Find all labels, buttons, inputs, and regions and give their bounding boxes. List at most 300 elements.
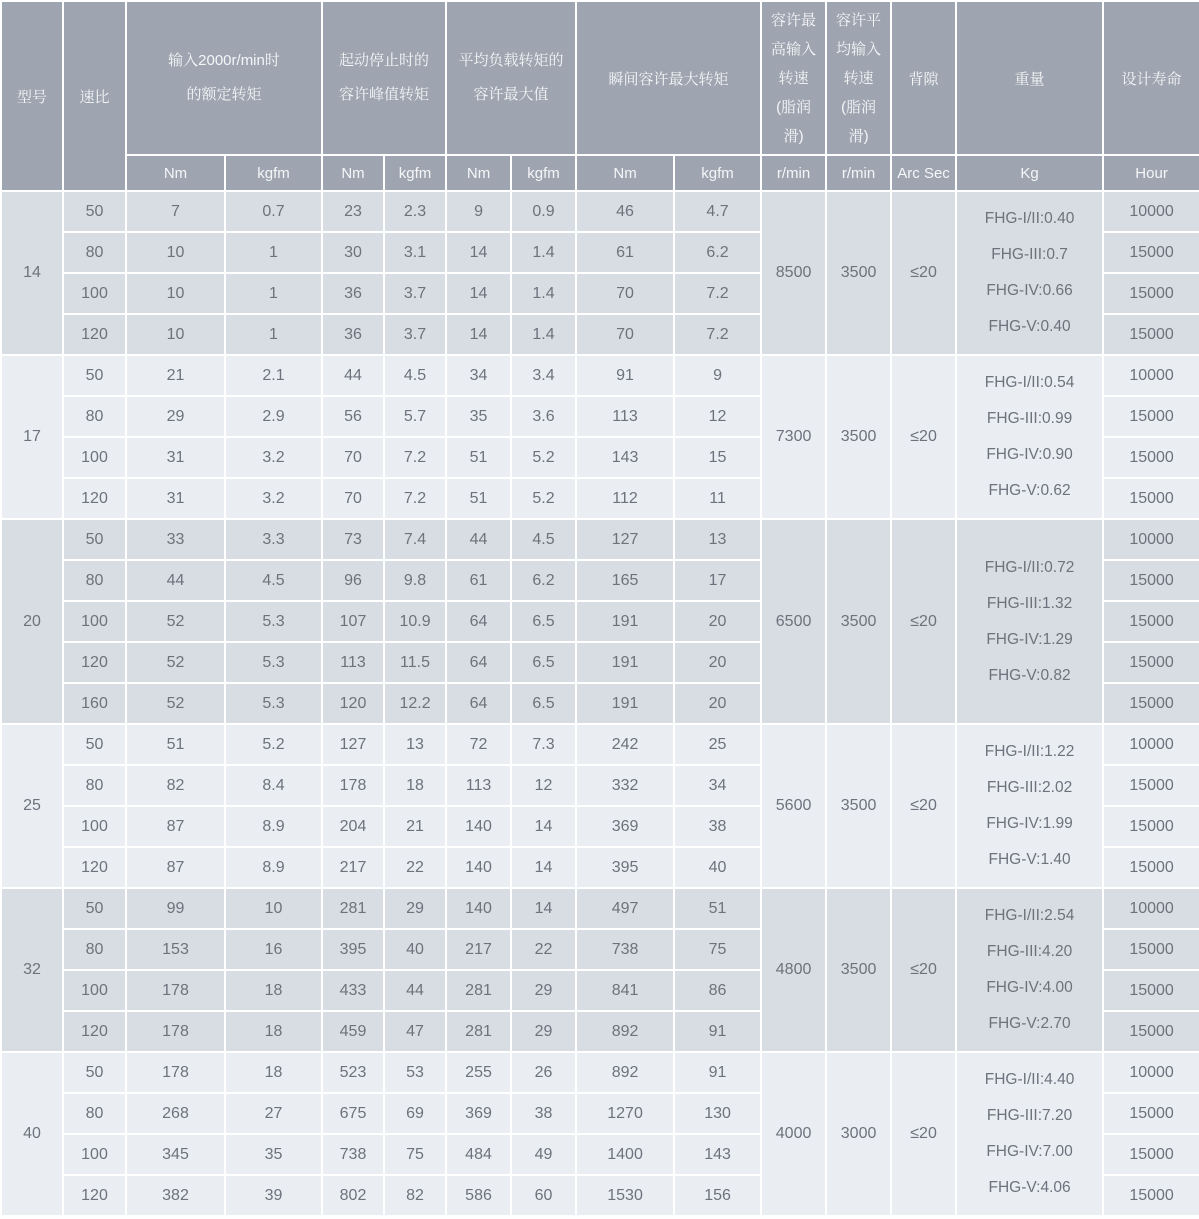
- value-cell: 40: [674, 847, 761, 888]
- value-cell: 178: [126, 1052, 225, 1093]
- value-cell: 369: [446, 1093, 511, 1134]
- life-cell: 10000: [1103, 1052, 1199, 1093]
- value-cell: 204: [322, 806, 384, 847]
- value-cell: 15: [674, 437, 761, 478]
- header-row-units: [1, 155, 1199, 191]
- value-cell: 35: [446, 396, 511, 437]
- value-cell: 675: [322, 1093, 384, 1134]
- header-avg-input-speed-line3: 转速: [843, 69, 874, 87]
- ratio-cell: 80: [63, 765, 126, 806]
- life-cell: 10000: [1103, 355, 1199, 396]
- life-cell: 10000: [1103, 724, 1199, 765]
- value-cell: 30: [322, 232, 384, 273]
- value-cell: 14: [446, 232, 511, 273]
- value-cell: 892: [576, 1052, 674, 1093]
- value-cell: 33: [126, 519, 225, 560]
- avg-input-speed-cell: 3500: [826, 519, 891, 724]
- value-cell: 36: [322, 273, 384, 314]
- weight-line: FHG-IV:0.66: [986, 282, 1073, 299]
- unit-rpm: r/min: [761, 155, 826, 191]
- value-cell: 20: [674, 683, 761, 724]
- value-cell: 10: [126, 273, 225, 314]
- header-avg-input-speed-line2: 均输入: [836, 40, 882, 58]
- value-cell: 7.3: [511, 724, 576, 765]
- value-cell: 4.5: [225, 560, 322, 601]
- value-cell: 35: [225, 1134, 322, 1175]
- value-cell: 1.4: [511, 273, 576, 314]
- value-cell: 5.2: [511, 437, 576, 478]
- value-cell: 143: [674, 1134, 761, 1175]
- value-cell: 86: [674, 970, 761, 1011]
- value-cell: 29: [511, 970, 576, 1011]
- ratio-cell: 120: [63, 847, 126, 888]
- table-row: [1, 519, 1199, 560]
- value-cell: 52: [126, 601, 225, 642]
- max-input-speed-cell: 4800: [761, 888, 826, 1052]
- value-cell: 1: [225, 273, 322, 314]
- value-cell: 191: [576, 642, 674, 683]
- value-cell: 892: [576, 1011, 674, 1052]
- ratio-cell: 80: [63, 560, 126, 601]
- value-cell: 56: [322, 396, 384, 437]
- value-cell: 44: [322, 355, 384, 396]
- life-cell: 15000: [1103, 642, 1199, 683]
- value-cell: 12.2: [384, 683, 446, 724]
- header-avg-input-speed-line1: 容许平: [836, 11, 882, 29]
- value-cell: 64: [446, 683, 511, 724]
- weight-line: FHG-V:2.70: [988, 1015, 1071, 1032]
- header-life: 设计寿命: [1103, 1, 1199, 155]
- value-cell: 120: [322, 683, 384, 724]
- weight-line: FHG-IV:1.99: [986, 815, 1073, 832]
- weight-line: FHG-III:4.20: [986, 943, 1073, 960]
- backlash-cell: ≤20: [891, 355, 956, 519]
- value-cell: 153: [126, 929, 225, 970]
- ratio-cell: 120: [63, 642, 126, 683]
- weight-line: FHG-V:0.62: [988, 482, 1071, 499]
- value-cell: 10: [126, 232, 225, 273]
- value-cell: 2.1: [225, 355, 322, 396]
- ratio-cell: 120: [63, 1175, 126, 1216]
- value-cell: 29: [126, 396, 225, 437]
- life-cell: 15000: [1103, 765, 1199, 806]
- weight-line: FHG-V:0.40: [988, 318, 1071, 335]
- ratio-cell: 120: [63, 1011, 126, 1052]
- value-cell: 3.2: [225, 437, 322, 478]
- value-cell: 46: [576, 191, 674, 232]
- value-cell: 2.3: [384, 191, 446, 232]
- life-cell: 15000: [1103, 683, 1199, 724]
- header-max-input-speed-line5: 滑): [783, 127, 804, 145]
- weight-cell: [956, 191, 1103, 355]
- life-cell: 15000: [1103, 437, 1199, 478]
- value-cell: 21: [384, 806, 446, 847]
- value-cell: 523: [322, 1052, 384, 1093]
- value-cell: 38: [674, 806, 761, 847]
- value-cell: 44: [384, 970, 446, 1011]
- value-cell: 1270: [576, 1093, 674, 1134]
- ratio-cell: 100: [63, 806, 126, 847]
- value-cell: 369: [576, 806, 674, 847]
- weight-line: FHG-IV:7.00: [986, 1143, 1073, 1160]
- max-input-speed-cell: 6500: [761, 519, 826, 724]
- header-instant-torque: 瞬间容许最大转矩: [576, 1, 761, 155]
- value-cell: 20: [674, 642, 761, 683]
- life-cell: 10000: [1103, 888, 1199, 929]
- table-row: [1, 1052, 1199, 1093]
- header-model: 型号: [1, 1, 63, 191]
- value-cell: 3.7: [384, 314, 446, 355]
- backlash-cell: ≤20: [891, 191, 956, 355]
- weight-line: FHG-III:0.7: [991, 246, 1068, 263]
- unit-nm: Nm: [126, 155, 225, 191]
- value-cell: 70: [576, 273, 674, 314]
- value-cell: 7.2: [674, 273, 761, 314]
- value-cell: 217: [446, 929, 511, 970]
- model-cell: 40: [1, 1052, 63, 1216]
- weight-line: FHG-V:0.82: [988, 666, 1071, 684]
- header-ratio: 速比: [63, 1, 126, 191]
- value-cell: 70: [576, 314, 674, 355]
- value-cell: 191: [576, 601, 674, 642]
- value-cell: 8.4: [225, 765, 322, 806]
- life-cell: 15000: [1103, 396, 1199, 437]
- weight-cell: [956, 519, 1103, 724]
- value-cell: 49: [511, 1134, 576, 1175]
- header-peak-torque-line1: 起动停止时的: [339, 52, 430, 69]
- unit-kg: Kg: [956, 155, 1103, 191]
- weight-line: FHG-I/II:0.54: [984, 374, 1075, 391]
- ratio-cell: 160: [63, 683, 126, 724]
- weight-line: FHG-IV:4.00: [986, 979, 1073, 996]
- value-cell: 5.7: [384, 396, 446, 437]
- backlash-cell: ≤20: [891, 724, 956, 888]
- value-cell: 242: [576, 724, 674, 765]
- value-cell: 178: [126, 1011, 225, 1052]
- life-cell: 15000: [1103, 1175, 1199, 1216]
- value-cell: 3.6: [511, 396, 576, 437]
- value-cell: 1.4: [511, 314, 576, 355]
- ratio-cell: 50: [63, 519, 126, 560]
- value-cell: 5.3: [225, 601, 322, 642]
- value-cell: 40: [384, 929, 446, 970]
- value-cell: 99: [126, 888, 225, 929]
- weight-line: FHG-IV:0.90: [986, 446, 1073, 463]
- value-cell: 7: [126, 191, 225, 232]
- max-input-speed-cell: 5600: [761, 724, 826, 888]
- value-cell: 7.2: [384, 437, 446, 478]
- ratio-cell: 100: [63, 1134, 126, 1175]
- weight-line: FHG-I/II:2.54: [984, 907, 1075, 924]
- value-cell: 53: [384, 1052, 446, 1093]
- value-cell: 12: [674, 396, 761, 437]
- model-cell: 20: [1, 519, 63, 724]
- value-cell: 2.9: [225, 396, 322, 437]
- header-avg-input-speed-line5: 滑): [848, 127, 869, 145]
- value-cell: 738: [576, 929, 674, 970]
- value-cell: 140: [446, 847, 511, 888]
- value-cell: 7.4: [384, 519, 446, 560]
- value-cell: 178: [126, 970, 225, 1011]
- value-cell: 4.7: [674, 191, 761, 232]
- value-cell: 70: [322, 437, 384, 478]
- value-cell: 156: [674, 1175, 761, 1216]
- value-cell: 332: [576, 765, 674, 806]
- value-cell: 14: [511, 888, 576, 929]
- value-cell: 433: [322, 970, 384, 1011]
- weight-line: FHG-I/II:0.72: [984, 558, 1075, 576]
- value-cell: 64: [446, 642, 511, 683]
- table-row: [1, 191, 1199, 232]
- value-cell: 12: [511, 765, 576, 806]
- value-cell: 395: [322, 929, 384, 970]
- unit-arc-sec: Arc Sec: [891, 155, 956, 191]
- life-cell: 15000: [1103, 1093, 1199, 1134]
- value-cell: 107: [322, 601, 384, 642]
- weight-line: FHG-IV:1.29: [986, 630, 1073, 648]
- header-max-input-speed-line4: (脂润: [776, 98, 812, 116]
- value-cell: 61: [576, 232, 674, 273]
- value-cell: 22: [511, 929, 576, 970]
- value-cell: 75: [674, 929, 761, 970]
- value-cell: 497: [576, 888, 674, 929]
- model-cell: 17: [1, 355, 63, 519]
- value-cell: 112: [576, 478, 674, 519]
- life-cell: 15000: [1103, 929, 1199, 970]
- model-cell: 14: [1, 191, 63, 355]
- ratio-cell: 80: [63, 396, 126, 437]
- value-cell: 75: [384, 1134, 446, 1175]
- unit-kgfm: kgfm: [674, 155, 761, 191]
- value-cell: 51: [674, 888, 761, 929]
- life-cell: 15000: [1103, 970, 1199, 1011]
- value-cell: 255: [446, 1052, 511, 1093]
- model-cell: 25: [1, 724, 63, 888]
- value-cell: 281: [322, 888, 384, 929]
- value-cell: 44: [446, 519, 511, 560]
- value-cell: 738: [322, 1134, 384, 1175]
- value-cell: 27: [225, 1093, 322, 1134]
- value-cell: 6.5: [511, 683, 576, 724]
- weight-line: FHG-I/II:4.40: [984, 1071, 1075, 1088]
- ratio-cell: 100: [63, 273, 126, 314]
- value-cell: 5.2: [511, 478, 576, 519]
- backlash-cell: ≤20: [891, 519, 956, 724]
- ratio-cell: 50: [63, 724, 126, 765]
- header-peak-torque: [322, 1, 446, 155]
- header-avg-torque: [446, 1, 576, 155]
- life-cell: 15000: [1103, 314, 1199, 355]
- value-cell: 9: [674, 355, 761, 396]
- value-cell: 13: [674, 519, 761, 560]
- unit-nm: Nm: [576, 155, 674, 191]
- value-cell: 281: [446, 970, 511, 1011]
- value-cell: 1: [225, 314, 322, 355]
- ratio-cell: 120: [63, 314, 126, 355]
- value-cell: 0.7: [225, 191, 322, 232]
- value-cell: 3.1: [384, 232, 446, 273]
- header-rated-torque: [126, 1, 322, 155]
- weight-line: FHG-I/II:0.40: [984, 210, 1075, 227]
- value-cell: 1: [225, 232, 322, 273]
- weight-line: FHG-V:4.06: [988, 1179, 1071, 1196]
- weight-line: FHG-V:1.40: [988, 851, 1071, 868]
- value-cell: 31: [126, 437, 225, 478]
- weight-line: FHG-I/II:1.22: [984, 743, 1075, 760]
- weight-line: FHG-III:7.20: [986, 1107, 1073, 1124]
- unit-nm: Nm: [446, 155, 511, 191]
- value-cell: 91: [674, 1011, 761, 1052]
- value-cell: 72: [446, 724, 511, 765]
- value-cell: 113: [446, 765, 511, 806]
- value-cell: 0.9: [511, 191, 576, 232]
- value-cell: 52: [126, 683, 225, 724]
- value-cell: 34: [674, 765, 761, 806]
- value-cell: 127: [576, 519, 674, 560]
- ratio-cell: 50: [63, 888, 126, 929]
- value-cell: 73: [322, 519, 384, 560]
- ratio-cell: 50: [63, 191, 126, 232]
- value-cell: 14: [511, 806, 576, 847]
- value-cell: 6.2: [674, 232, 761, 273]
- value-cell: 345: [126, 1134, 225, 1175]
- value-cell: 3.4: [511, 355, 576, 396]
- header-max-input-speed-line1: 容许最: [771, 11, 817, 29]
- value-cell: 165: [576, 560, 674, 601]
- ratio-cell: 80: [63, 929, 126, 970]
- header-avg-torque-line2: 容许最大值: [473, 86, 549, 103]
- ratio-cell: 50: [63, 355, 126, 396]
- value-cell: 21: [126, 355, 225, 396]
- table-row: [1, 724, 1199, 765]
- header-max-input-speed-line3: 转速: [778, 69, 809, 87]
- value-cell: 113: [322, 642, 384, 683]
- value-cell: 29: [384, 888, 446, 929]
- header-avg-torque-line1: 平均负载转矩的: [458, 52, 564, 69]
- ratio-cell: 50: [63, 1052, 126, 1093]
- ratio-cell: 100: [63, 601, 126, 642]
- avg-input-speed-cell: 3500: [826, 191, 891, 355]
- avg-input-speed-cell: 3000: [826, 1052, 891, 1216]
- unit-kgfm: kgfm: [511, 155, 576, 191]
- value-cell: 6.5: [511, 642, 576, 683]
- max-input-speed-cell: 4000: [761, 1052, 826, 1216]
- weight-cell: [956, 1052, 1103, 1216]
- value-cell: 7.2: [384, 478, 446, 519]
- value-cell: 1400: [576, 1134, 674, 1175]
- value-cell: 64: [446, 601, 511, 642]
- value-cell: 140: [446, 888, 511, 929]
- weight-line: FHG-III:1.32: [986, 594, 1073, 612]
- value-cell: 11: [674, 478, 761, 519]
- ratio-cell: 100: [63, 970, 126, 1011]
- header-weight: 重量: [956, 1, 1103, 155]
- value-cell: 47: [384, 1011, 446, 1052]
- value-cell: 3.7: [384, 273, 446, 314]
- max-input-speed-cell: 8500: [761, 191, 826, 355]
- backlash-cell: ≤20: [891, 888, 956, 1052]
- value-cell: 6.5: [511, 601, 576, 642]
- value-cell: 130: [674, 1093, 761, 1134]
- value-cell: 1.4: [511, 232, 576, 273]
- value-cell: 5.3: [225, 683, 322, 724]
- weight-cell: [956, 888, 1103, 1052]
- value-cell: 14: [446, 314, 511, 355]
- value-cell: 36: [322, 314, 384, 355]
- weight-cell: [956, 724, 1103, 888]
- ratio-cell: 80: [63, 1093, 126, 1134]
- life-cell: 15000: [1103, 560, 1199, 601]
- value-cell: 113: [576, 396, 674, 437]
- header-backlash: 背隙: [891, 1, 956, 155]
- value-cell: 52: [126, 642, 225, 683]
- unit-rpm: r/min: [826, 155, 891, 191]
- life-cell: 10000: [1103, 519, 1199, 560]
- value-cell: 29: [511, 1011, 576, 1052]
- value-cell: 44: [126, 560, 225, 601]
- header-rated-torque-line2: 的额定转矩: [186, 86, 262, 103]
- unit-kgfm: kgfm: [225, 155, 322, 191]
- life-cell: 15000: [1103, 273, 1199, 314]
- value-cell: 395: [576, 847, 674, 888]
- value-cell: 268: [126, 1093, 225, 1134]
- model-cell: 32: [1, 888, 63, 1052]
- header-peak-torque-line2: 容许峰值转矩: [339, 86, 430, 103]
- value-cell: 3.3: [225, 519, 322, 560]
- value-cell: 143: [576, 437, 674, 478]
- backlash-cell: ≤20: [891, 1052, 956, 1216]
- value-cell: 18: [225, 1011, 322, 1052]
- value-cell: 25: [674, 724, 761, 765]
- spec-table-body: [1, 191, 1199, 1216]
- header-row-main: [1, 1, 1199, 155]
- avg-input-speed-cell: 3500: [826, 888, 891, 1052]
- value-cell: 87: [126, 806, 225, 847]
- value-cell: 10: [225, 888, 322, 929]
- value-cell: 484: [446, 1134, 511, 1175]
- life-cell: 15000: [1103, 847, 1199, 888]
- value-cell: 802: [322, 1175, 384, 1216]
- value-cell: 191: [576, 683, 674, 724]
- value-cell: 14: [446, 273, 511, 314]
- value-cell: 281: [446, 1011, 511, 1052]
- value-cell: 10: [126, 314, 225, 355]
- life-cell: 15000: [1103, 601, 1199, 642]
- life-cell: 15000: [1103, 1134, 1199, 1175]
- value-cell: 16: [225, 929, 322, 970]
- value-cell: 8.9: [225, 806, 322, 847]
- table-header: [1, 1, 1199, 191]
- header-avg-input-speed: [826, 1, 891, 155]
- value-cell: 70: [322, 478, 384, 519]
- value-cell: 51: [126, 724, 225, 765]
- value-cell: 22: [384, 847, 446, 888]
- weight-cell: [956, 355, 1103, 519]
- value-cell: 1530: [576, 1175, 674, 1216]
- value-cell: 13: [384, 724, 446, 765]
- value-cell: 18: [225, 970, 322, 1011]
- ratio-cell: 100: [63, 437, 126, 478]
- value-cell: 217: [322, 847, 384, 888]
- value-cell: 23: [322, 191, 384, 232]
- unit-kgfm: kgfm: [384, 155, 446, 191]
- value-cell: 5.2: [225, 724, 322, 765]
- value-cell: 9.8: [384, 560, 446, 601]
- value-cell: 26: [511, 1052, 576, 1093]
- header-max-input-speed-line2: 高输入: [771, 40, 817, 58]
- table-row: [1, 888, 1199, 929]
- table-row: [1, 355, 1199, 396]
